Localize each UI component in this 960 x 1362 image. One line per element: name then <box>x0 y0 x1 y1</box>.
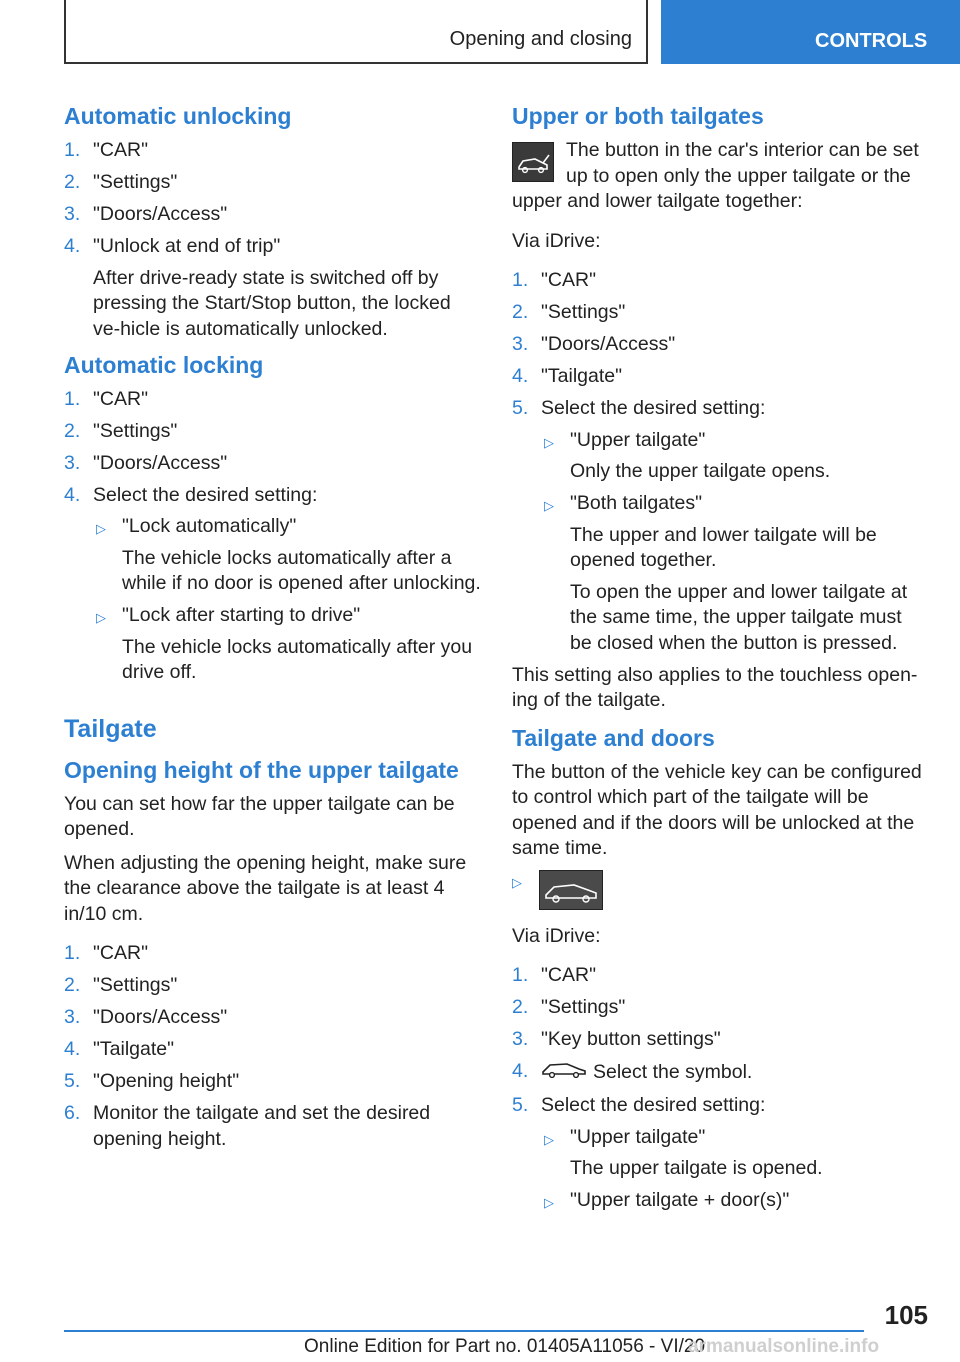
header-chapter-title: CONTROLS <box>815 30 928 52</box>
automatic-unlocking-heading: Automatic unlocking <box>64 103 292 129</box>
setting-options <box>93 514 482 686</box>
step-text: "Key button settings" <box>541 1028 721 1050</box>
step-number: 3. <box>512 1028 529 1050</box>
list-item <box>64 1005 482 1031</box>
step-text: "Settings" <box>93 974 178 996</box>
header-section-title: Opening and closing <box>449 28 632 50</box>
list-item <box>512 995 928 1021</box>
list-item <box>512 1027 928 1053</box>
setting-options <box>541 428 928 657</box>
step-number: 6. <box>64 1102 81 1124</box>
option-item <box>541 1125 928 1182</box>
step-text: "Settings" <box>541 996 626 1018</box>
list-item <box>512 1059 928 1087</box>
list-item <box>512 963 928 989</box>
step-text: "CAR" <box>541 269 597 291</box>
step-number: 1. <box>512 269 529 291</box>
option-item <box>93 603 482 686</box>
page-number: 105 <box>884 1300 928 1330</box>
upper-both-steps <box>512 268 928 656</box>
option-item <box>93 514 482 597</box>
touchless-note: This setting also applies to the touchless open-ing of the tailgate. <box>512 663 918 711</box>
step-number: 3. <box>512 333 529 355</box>
step-text: "CAR" <box>93 387 149 410</box>
option-label: "Both tailgates" <box>570 492 703 514</box>
step-description: After drive-ready state is switched off by pressing the Start/Stop button, the locked ve-hicle is automatically unlocked. <box>93 266 451 340</box>
step-number: 5. <box>512 397 529 419</box>
list-item <box>64 941 482 967</box>
setting-options <box>541 1125 928 1214</box>
list-item <box>64 1069 482 1095</box>
opening-height-steps <box>64 941 482 1152</box>
triangle-bullet-icon: ▷ <box>544 1131 554 1147</box>
opening-height-heading: Opening height of the upper tailgate <box>64 756 459 783</box>
step-number: 2. <box>64 974 81 996</box>
opening-height-paragraph-2: When adjusting the opening height, make sure the clearance above the tailgate is at least 4 in/10 cm. <box>64 851 467 925</box>
step-number: 2. <box>64 171 81 193</box>
watermark: armanualsonline.info <box>688 1336 880 1357</box>
step-number: 1. <box>64 139 81 161</box>
tailgate-and-doors-intro: The button of the vehicle key can be configured to control which part of the tailgate will be opened and if the doors will be unlocked at the same time. <box>512 760 922 859</box>
step-text: "Settings" <box>93 171 178 193</box>
step-text: Select the symbol. <box>593 1060 753 1083</box>
list-item <box>512 300 928 326</box>
option-label: "Lock after starting to drive" <box>122 604 361 626</box>
list-item <box>64 202 482 228</box>
header-chapter-box <box>661 0 960 64</box>
step-text: "Doors/Access" <box>93 203 228 225</box>
option-description: The vehicle locks automatically after a while if no door is opened after unlocking. <box>122 546 481 594</box>
option-item <box>541 1188 928 1214</box>
footer-divider <box>64 1330 864 1332</box>
list-item <box>64 483 482 686</box>
list-item <box>64 234 482 342</box>
triangle-bullet-icon: ▷ <box>544 498 554 513</box>
tailgate-heading: Tailgate <box>64 714 157 743</box>
triangle-bullet-icon: ▷ <box>544 1195 554 1210</box>
right-column <box>512 100 928 1220</box>
automatic-locking-heading: Automatic locking <box>64 351 264 378</box>
step-text: Select the desired setting: <box>541 397 766 419</box>
step-number: 4. <box>64 483 81 506</box>
step-number: 5. <box>64 1070 81 1092</box>
step-number: 2. <box>64 419 81 442</box>
step-text: Monitor the tailgate and set the desired opening height. <box>93 1102 431 1150</box>
step-text: "Opening height" <box>93 1070 240 1092</box>
list-item <box>512 364 928 390</box>
step-number: 4. <box>64 235 81 257</box>
car-outline-icon <box>541 1059 587 1087</box>
step-text: Select the desired setting: <box>541 1094 766 1116</box>
step-text: "Tailgate" <box>541 365 623 387</box>
option-item <box>541 428 928 485</box>
option-description: The upper and lower tailgate will be opened together. <box>570 523 877 571</box>
option-note: To open the upper and lower tailgate at the same time, the upper tailgate must be closed when the button is pressed. <box>570 580 908 654</box>
list-item <box>512 1093 928 1214</box>
step-text: Select the desired setting: <box>93 483 318 506</box>
option-description: The upper tailgate is opened. <box>570 1157 823 1179</box>
list-item <box>64 138 482 164</box>
option-label: "Lock automatically" <box>122 515 297 537</box>
step-text: "CAR" <box>93 139 149 161</box>
step-text: "Doors/Access" <box>93 451 228 474</box>
list-item <box>512 268 928 294</box>
option-description: Only the upper tailgate opens. <box>570 460 831 482</box>
automatic-unlocking-steps <box>64 138 482 342</box>
automatic-locking-steps <box>64 387 482 686</box>
list-item <box>64 451 482 477</box>
step-text: "Tailgate" <box>93 1038 175 1060</box>
step-text: "CAR" <box>541 964 597 986</box>
step-number: 1. <box>64 942 81 964</box>
header-section-box <box>64 0 648 64</box>
list-item <box>512 396 928 656</box>
step-number: 4. <box>64 1038 81 1060</box>
step-number: 2. <box>512 996 529 1018</box>
upper-both-tailgates-heading: Upper or both tailgates <box>512 103 764 129</box>
key-button-symbol-row <box>512 870 928 910</box>
step-text: "Settings" <box>93 419 178 442</box>
tailgate-and-doors-steps <box>512 963 928 1214</box>
footer-edition: Online Edition for Part no. 01405A11056 - VI/20 <box>304 1336 706 1357</box>
tailgate-and-doors-heading: Tailgate and doors <box>512 724 715 751</box>
step-text: "Settings" <box>541 301 626 323</box>
option-label: "Upper tailgate" <box>570 428 706 451</box>
via-idrive-label: Via iDrive: <box>512 229 601 252</box>
triangle-bullet-icon: ▷ <box>96 521 106 536</box>
left-column <box>64 100 482 1159</box>
step-number: 4. <box>512 1060 529 1082</box>
step-text: "Unlock at end of trip" <box>93 235 281 257</box>
option-description: The vehicle locks automatically after you drive off. <box>122 635 473 683</box>
step-number: 3. <box>64 1006 81 1028</box>
car-tailgate-icon <box>539 870 603 910</box>
step-text: "CAR" <box>93 942 149 964</box>
list-item <box>64 973 482 999</box>
option-item <box>541 491 928 656</box>
triangle-bullet-icon: ▷ <box>544 434 554 450</box>
tailgate-button-icon <box>512 142 554 182</box>
step-number: 3. <box>64 451 81 474</box>
option-label: "Upper tailgate + door(s)" <box>570 1189 790 1211</box>
triangle-bullet-icon: ▷ <box>96 610 106 625</box>
upper-both-intro: The button in the car's interior can be set up to open only the upper tailgate or the upper and lower tailgate together: <box>512 139 919 212</box>
step-text: "Doors/Access" <box>541 333 676 355</box>
list-item <box>64 1037 482 1063</box>
step-text: "Doors/Access" <box>93 1006 228 1028</box>
triangle-bullet-icon: ▷ <box>512 874 522 890</box>
list-item <box>64 387 482 413</box>
via-idrive-label-2: Via iDrive: <box>512 924 601 947</box>
list-item <box>64 419 482 445</box>
list-item <box>64 1101 482 1152</box>
list-item <box>512 332 928 358</box>
step-number: 4. <box>512 365 529 387</box>
option-label: "Upper tailgate" <box>570 1125 706 1148</box>
step-number: 1. <box>64 387 81 410</box>
step-number: 2. <box>512 301 529 323</box>
step-number: 1. <box>512 964 529 986</box>
opening-height-paragraph-1: You can set how far the upper tailgate can be opened. <box>64 792 455 840</box>
list-item <box>64 170 482 196</box>
step-number: 3. <box>64 203 81 225</box>
step-number: 5. <box>512 1094 529 1116</box>
